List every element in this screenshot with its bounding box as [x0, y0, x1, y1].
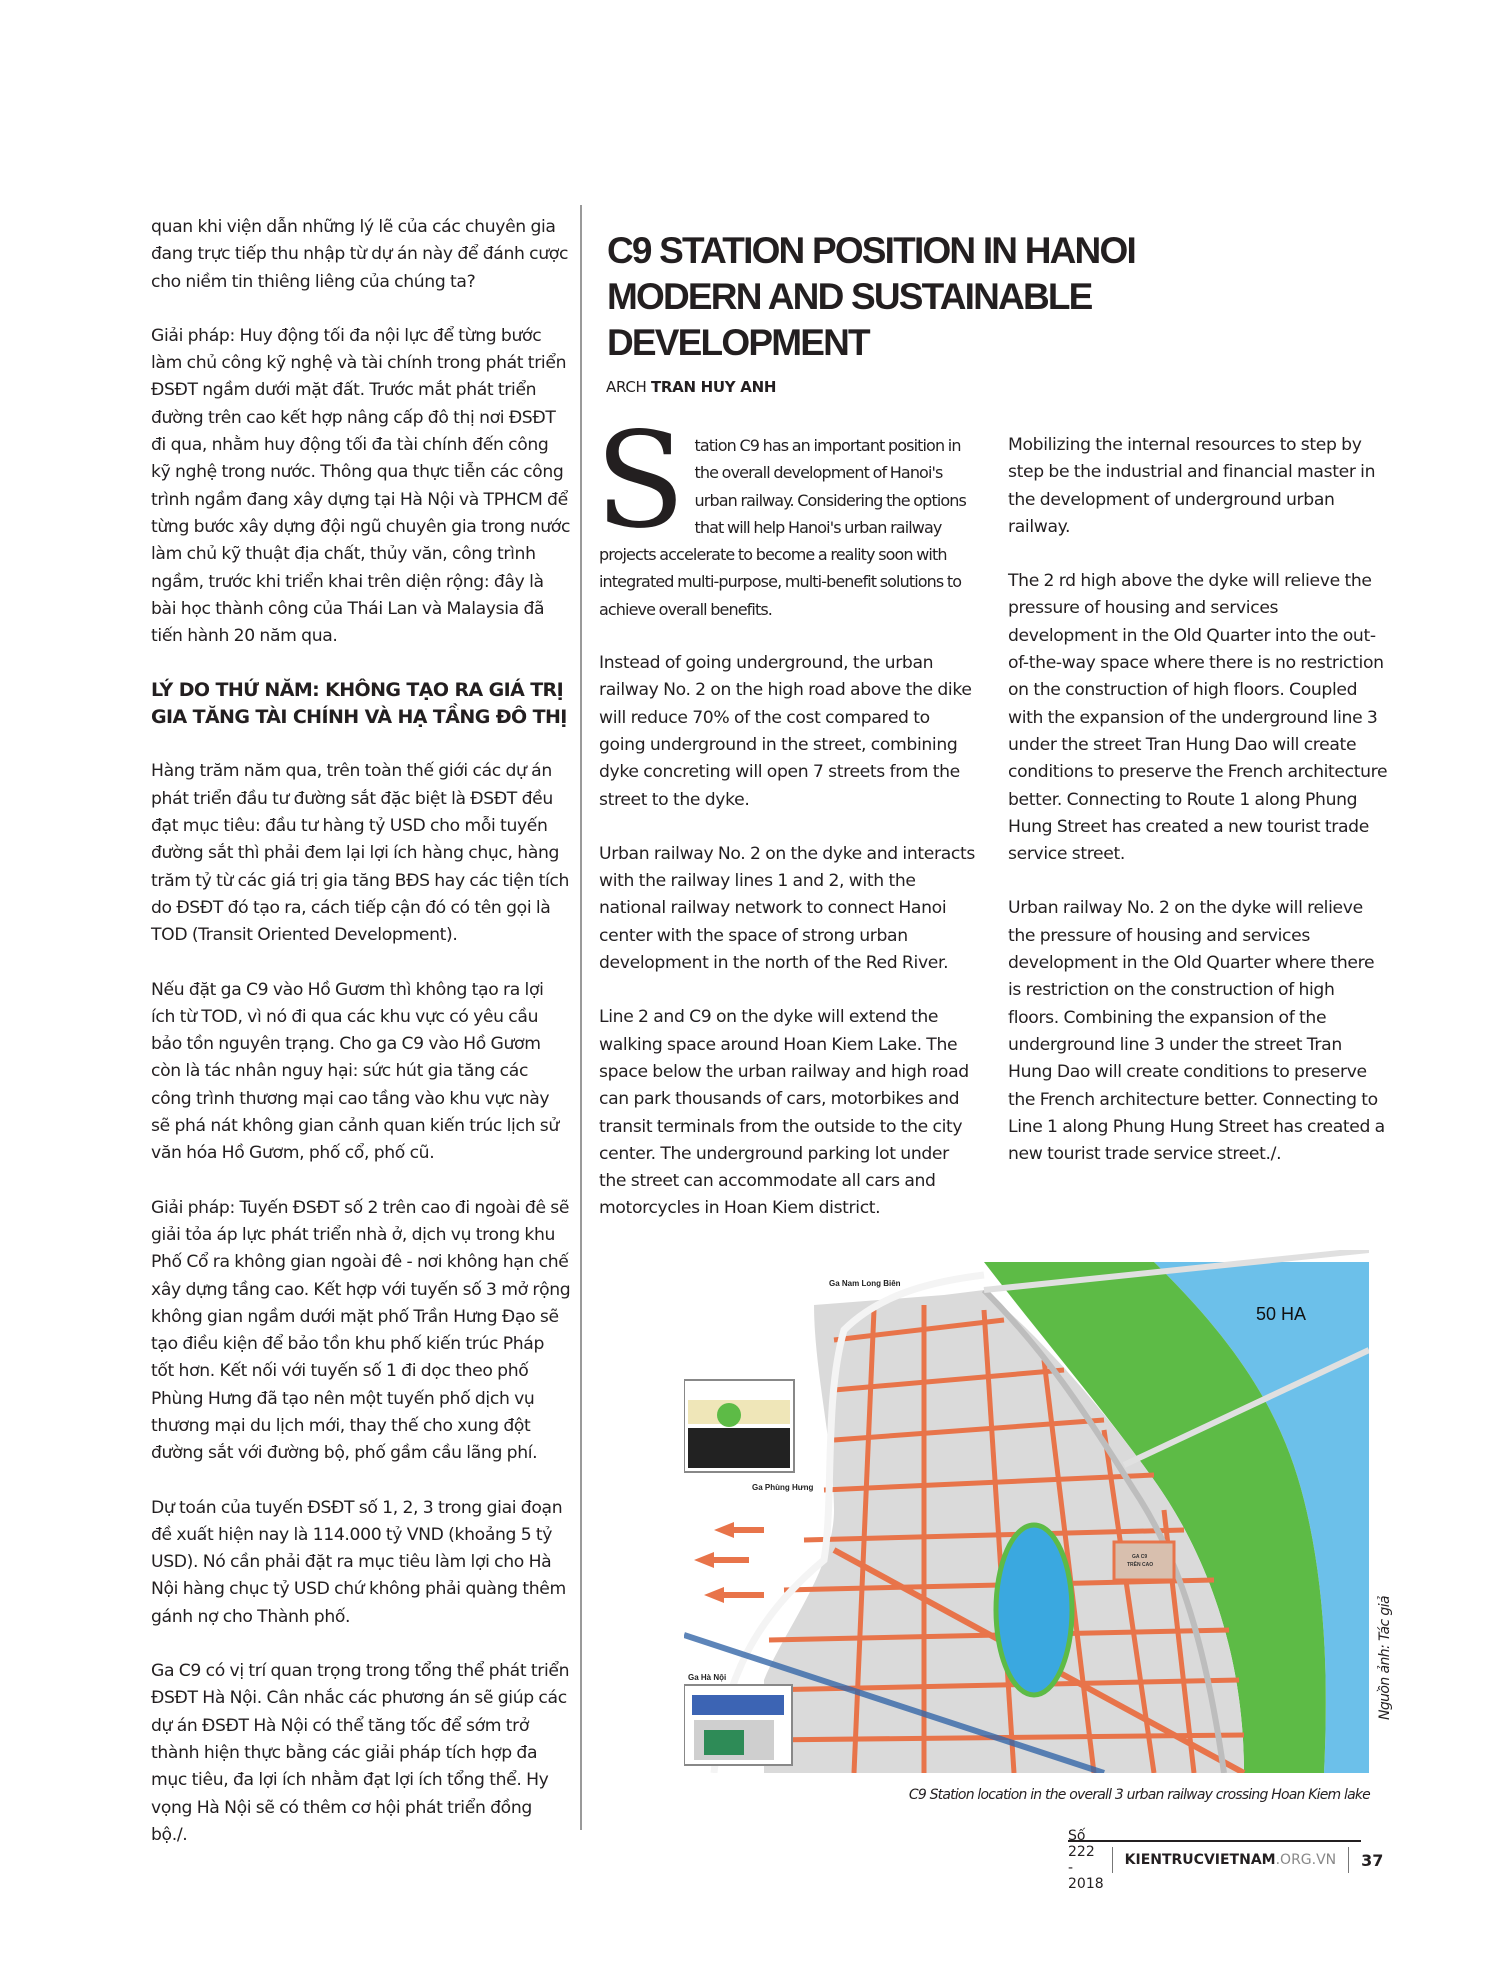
paragraph: Giải pháp: Tuyến ĐSĐT số 2 trên cao đi ngoài đê sẽ giải tỏa áp lực phát triển nhà ở, dịch vụ trong khu Phố Cổ ra không gian ngoài đê - nơi không hạn chế xây dựng tầng cao. Kết hợp với tuyến số 3 mở rộng không gian ngầm dưới mặt phố Trần Hưng Đạo sẽ tạo điều kiện để bảo tồn khu phố kiến trúc Pháp tốt hơn. Kết nối với tuyến số 1 đi dọc theo phố Phùng Hưng đã tạo nên một tuyến phố dịch vụ thương mại du lịch mới, thay thế cho xung đột đường sắt với đường bộ, phố gầm cầu lãng phí.: [151, 1197, 571, 1464]
right-column: [1008, 432, 1388, 1195]
lead-text: tation C9 has an important position in the overall development of Hanoi's urban railway. Considering the options that will help Hanoi's urban railway projects accelerate to become a reality soon with integrated multi-purpose, multi-benefit solutions to achieve overall benefits.: [599, 436, 966, 619]
figure-caption: C9 Station location in the overall 3 urban railway crossing Hoan Kiem lake: [908, 1787, 1370, 1803]
paragraph: Giải pháp: Huy động tối đa nội lực để từng bước làm chủ công kỹ nghệ và tài chính trong phát triển ĐSĐT ngầm dưới mặt đất. Trước mắt phát triển đường trên cao kết hợp nâng cấp đô thị nơi ĐSĐT đi qua, nhằm huy động tối đa tài chính đến công kỹ nghệ trong nước. Thông qua thực tiễn các công trình ngầm đang xây dựng tại Hà Nội và TPHCM để từng bước xây dựng đội ngũ chuyên gia trong nước làm chủ kỹ thuật địa chất, thủy văn, công trình ngầm, trước khi triển khai trên diện rộng: đây là bài học thành công của Thái Lan và Malaysia đã tiến hành 20 năm qua.: [151, 325, 571, 647]
paragraph: quan khi viện dẫn những lý lẽ của các chuyên gia đang trực tiếp thu nhập từ dự án này để đánh cược cho niềm tin thiêng liêng của chúng ta?: [151, 217, 569, 292]
photo-credit: Nguồn ảnh: Tác giả: [1377, 1596, 1393, 1720]
paragraph: Urban railway No. 2 on the dyke and interacts with the railway lines 1 and 2, with the national railway network to connect Hanoi center with the space of strong urban development in the north of the Red River.: [599, 843, 975, 974]
paragraph: The 2 rd high above the dyke will relieve the pressure of housing and services development in the Old Quarter into the out-of-the-way space where there is no restriction on the construction of high floors. Coupled with the expansion of the underground line 3 under the street Tran Hung Dao will create conditions to preserve the French architecture better. Connecting to Route 1 along Phung Hung Street has created a new tourist trade service street.: [1008, 571, 1388, 865]
map-figure: [684, 1250, 1369, 1773]
site-ext: .ORG.VN: [1275, 1852, 1337, 1868]
paragraph: Ga C9 có vị trí quan trọng trong tổng thể phát triển ĐSĐT Hà Nội. Cân nhắc các phương án sẽ giúp các dự án ĐSĐT Hà Nội có thể tăng tốc để sớm trở thành hiện thực bằng các giải pháp tích hợp đa mục tiêu, đa lợi ích nhằm đạt lợi ích tổng thể. Hy vọng Hà Nội sẽ có thêm cơ hội phát triển đồng bộ./.: [151, 1661, 570, 1845]
svg-text:Ga Phùng Hưng: Ga Phùng Hưng: [752, 1483, 814, 1492]
paragraph: Hàng trăm năm qua, trên toàn thế giới các dự án phát triển đầu tư đường sắt đặc biệt là ĐSĐT đều đạt mục tiêu: đầu tư hàng tỷ USD cho mỗi tuyến đường sắt thì phải đem lại lợi ích hàng chục, hàng trăm tỷ từ các giá trị gia tăng BĐS hay các tiện tích do ĐSĐT đó tạo ra, cách tiếp cận đó có tên gọi là TOD (Transit Oriented Development).: [151, 761, 570, 946]
lead-paragraph: [595, 404, 979, 623]
section-heading: LÝ DO THỨ NĂM: KHÔNG TẠO RA GIÁ TRỊ GIA TĂNG TÀI CHÍNH VÀ HẠ TẦNG ĐÔ THỊ: [151, 679, 567, 729]
page-footer: [1068, 1828, 1384, 1892]
paragraph: Nếu đặt ga C9 vào Hồ Gươm thì không tạo ra lợi ích từ TOD, vì nó đi qua các khu vực có yêu cầu bảo tồn nguyên trạng. Cho ga C9 vào Hồ Gươm còn là tác nhân nguy hại: sức hút gia tăng các công trình thương mại cao tầng vào khu vực này sẽ phá nát không gian cảnh quan kiến trúc lịch sử văn hóa Hồ Gươm, phố cổ, phố cũ.: [151, 979, 559, 1164]
drop-cap: S: [595, 404, 685, 558]
article-title: C9 STATION POSITION IN HANOI MODERN AND SUSTAINABLE DEVELOPMENT: [607, 230, 1135, 363]
svg-text:GA C9: GA C9: [1132, 1554, 1148, 1560]
area-label: 50 HA: [1256, 1304, 1307, 1324]
paragraph: Urban railway No. 2 on the dyke will relieve the pressure of housing and services development in the Old Quarter where there is restriction on the construction of high floors. Combining the expansion of the underground line 3 under the street Tran Hung Dao will create conditions to preserve the French architecture better. Connecting to Line 1 along Phung Hung Street has created a new tourist trade service street./.: [1008, 898, 1385, 1165]
svg-text:Ga Hà Nội: Ga Hà Nội: [688, 1673, 727, 1682]
svg-text:Ga Nam Long Biên: Ga Nam Long Biên: [829, 1279, 901, 1288]
byline-prefix: ARCH: [606, 378, 647, 396]
byline: [606, 378, 776, 396]
paragraph: Line 2 and C9 on the dyke will extend the walking space around Hoan Kiem Lake. The space below the urban railway and high road can park thousands of cars, motorbikes and transit terminals from the outside to the city center. The underground parking lot under the street can accommodate all cars and motorcycles in Hoan Kiem district.: [599, 1007, 969, 1219]
site-link[interactable]: [1113, 1847, 1350, 1873]
left-column: [151, 214, 571, 1876]
column-divider: [580, 205, 582, 1830]
byline-author: TRAN HUY ANH: [650, 378, 777, 396]
page-number: 37: [1361, 1850, 1384, 1870]
hanoi-map: [684, 1250, 1369, 1773]
paragraph: Instead of going underground, the urban railway No. 2 on the high road above the dike will reduce 70% of the cost compared to going underground in the street, combining dyke concreting will open 7 streets from the street to the dyke.: [599, 653, 972, 810]
paragraph: Dự toán của tuyến ĐSĐT số 1, 2, 3 trong giai đoạn đề xuất hiện nay là 114.000 tỷ VND (khoảng 5 tỷ USD). Nó cần phải đặt ra mục tiêu làm lợi cho Hà Nội hàng chục tỷ USD chứ không phải quàng thêm gánh nợ cho Thành phố.: [151, 1497, 566, 1627]
issue-number: Số 222 - 2018: [1068, 1847, 1113, 1873]
paragraph: Mobilizing the internal resources to step by step be the industrial and financial master in the development of underground urban railway.: [1008, 435, 1376, 537]
middle-column: [595, 404, 979, 1250]
site-main: KIENTRUCVIETNAM: [1124, 1852, 1276, 1868]
svg-text:TRÊN CAO: TRÊN CAO: [1127, 1562, 1154, 1568]
